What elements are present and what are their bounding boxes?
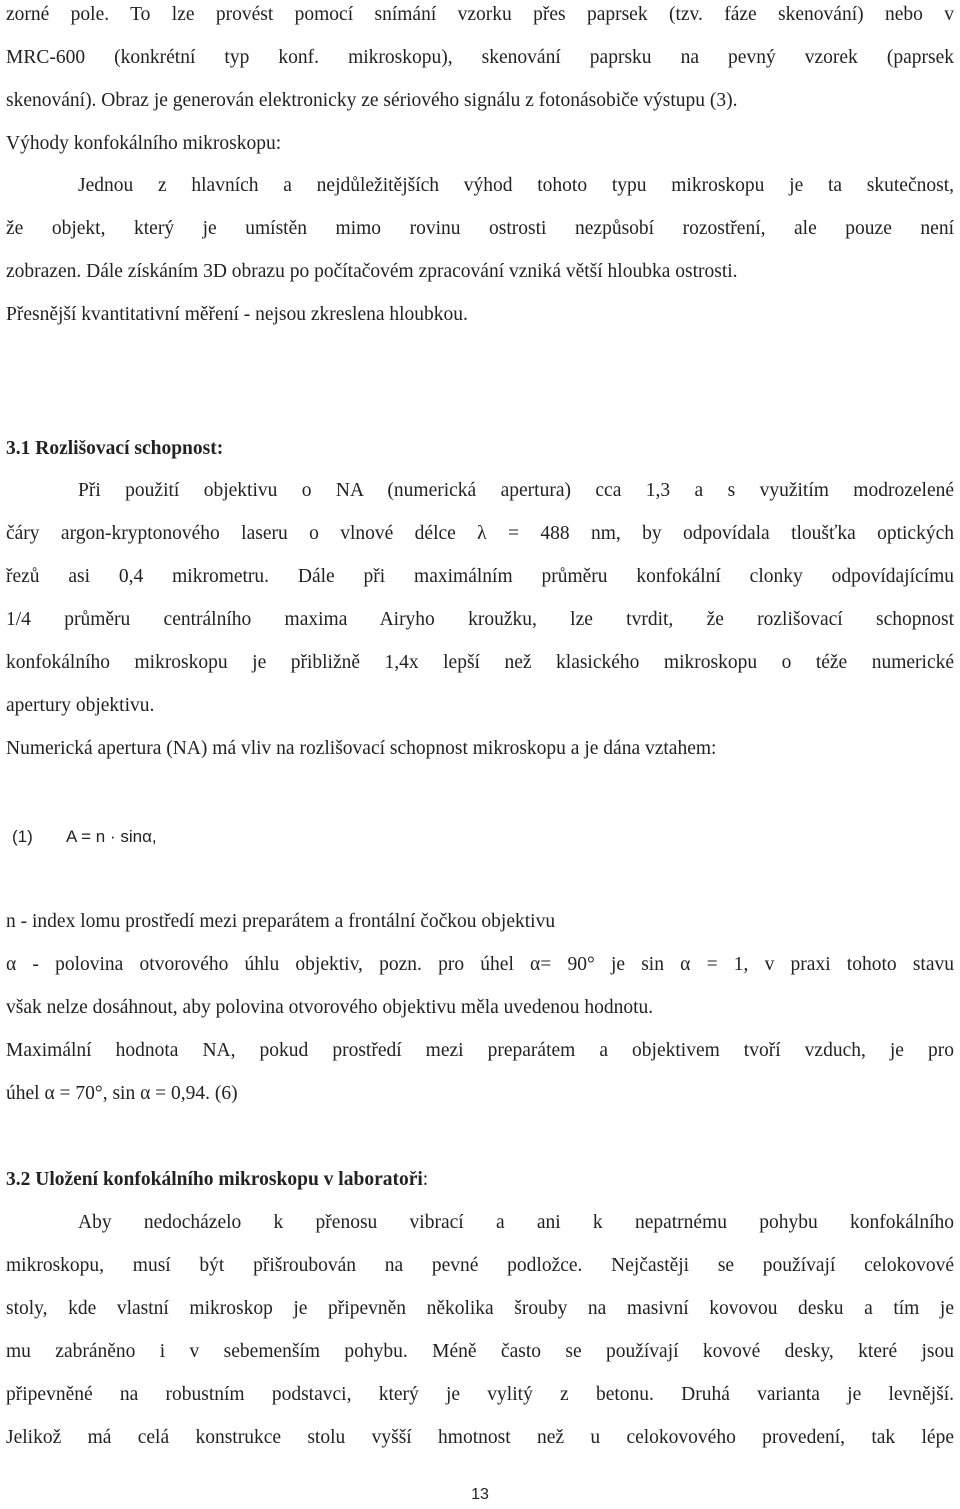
- text-line: MRC-600 (konkrétní typ konf. mikroskopu), skenování paprsku na pevný vzorek (paprsek: [6, 47, 954, 68]
- text-line: připevněné na robustním podstavci, který je vylitý z betonu. Druhá varianta je levnější.: [6, 1384, 954, 1405]
- text-line: konfokálního mikroskopu je přibližně 1,4x lepší než klasického mikroskopu o téže numerické: [6, 652, 954, 673]
- text-line: Přesnější kvantitativní měření - nejsou zkreslena hloubkou.: [6, 304, 468, 325]
- text-line: Jednou z hlavních a nejdůležitějších výhod tohoto typu mikroskopu je ta skutečnost,: [78, 175, 954, 196]
- text-line: řezů asi 0,4 mikrometru. Dále při maximálním průměru konfokální clonky odpovídajícímu: [6, 566, 954, 587]
- section-heading: 3.2 Uložení konfokálního mikroskopu v laboratoři:: [6, 1169, 429, 1190]
- equation: [12, 825, 960, 849]
- text-line: Maximální hodnota NA, pokud prostředí mezi preparátem a objektivem tvoří vzduch, je pro: [6, 1040, 954, 1061]
- text-line: zobrazen. Dále získáním 3D obrazu po počítačovém zpracování vzniká větší hloubka ostrosti.: [6, 261, 738, 282]
- text-line: Při použití objektivu o NA (numerická apertura) cca 1,3 a s využitím modrozelené: [78, 480, 954, 501]
- text-line: n - index lomu prostředí mezi preparátem a frontální čočkou objektivu: [6, 911, 556, 932]
- text-line: stoly, kde vlastní mikroskop je připevněn několika šrouby na masivní kovovou desku a tím je: [6, 1298, 954, 1319]
- text-line: 1/4 průměru centrálního maxima Airyho kroužku, lze tvrdit, že rozlišovací schopnost: [6, 609, 954, 630]
- advantages-title: Výhody konfokálního mikroskopu:: [6, 133, 282, 154]
- text-line: skenování). Obraz je generován elektronicky ze sériového signálu z fotonásobiče výstupu (3).: [6, 90, 738, 111]
- text-line: apertury objektivu.: [6, 695, 155, 716]
- text-line: mu zabráněno i v sebemenším pohybu. Méně často se používají kovové desky, které jsou: [6, 1341, 954, 1362]
- text-line: že objekt, který je umístěn mimo rovinu ostrosti nezpůsobí rozostření, ale pouze není: [6, 218, 954, 239]
- text-line: zorné pole. To lze provést pomocí snímání vzorku přes paprsek (tzv. fáze skenování) nebo v: [6, 4, 954, 25]
- text-line: čáry argon-kryptonového laseru o vlnové délce λ = 488 nm, by odpovídala tloušťka optických: [6, 523, 954, 544]
- text-line: α - polovina otvorového úhlu objektiv, pozn. pro úhel α= 90° je sin α = 1, v praxi tohoto stavu: [6, 954, 954, 975]
- equation-formula: A = n · sinα,: [66, 827, 157, 846]
- text-line: Jelikož má celá konstrukce stolu vyšší hmotnost než u celokovového provedení, tak lépe: [6, 1427, 954, 1448]
- equation-number: (1): [12, 827, 33, 846]
- text-line: Aby nedocházelo k přenosu vibrací a ani k nepatrnému pohybu konfokálního: [78, 1212, 954, 1233]
- page-number: 13: [471, 1486, 489, 1503]
- section-heading: 3.1 Rozlišovací schopnost:: [6, 438, 224, 459]
- text-line: mikroskopu, musí být přišroubován na pevné podložce. Nejčastěji se používají celokovové: [6, 1255, 954, 1276]
- text-line: však nelze dosáhnout, aby polovina otvorového objektivu měla uvedenou hodnotu.: [6, 997, 654, 1018]
- text-line: Numerická apertura (NA) má vliv na rozlišovací schopnost mikroskopu a je dána vztahem:: [6, 738, 717, 759]
- text-line: úhel α = 70°, sin α = 0,94. (6): [6, 1083, 238, 1104]
